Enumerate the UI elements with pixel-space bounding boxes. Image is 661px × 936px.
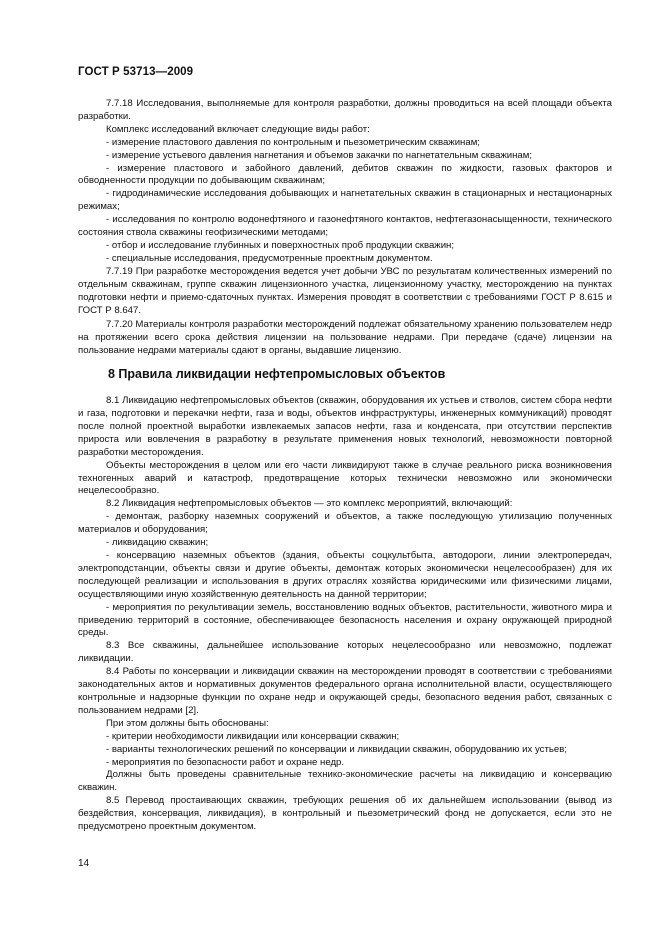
list-item: - мероприятия по рекультивации земель, восстановлению водных объектов, растительности, животного мира и приведению территорий в состояние, обеспечивающее безопасность населения и охрану окружающей природной среды.	[78, 601, 612, 639]
list-item: - исследования по контролю водонефтяного и газонефтяного контактов, нефтегазонасыщенности, технического состояния ствола скважины геофизическими методами;	[78, 214, 612, 239]
list-item: - консервацию наземных объектов (здания, объекты соцкультбыта, автодороги, линии электропередач, электроподстанции, объекты связи и другие объекты, демонтаж которых экономически нецелесообразен) для их последующей реализации и использования в других отраслях хозяйства юридическими или физическими лицами, осуществляющими иную хозяйственную деятельность на данной территории;	[78, 550, 612, 600]
list-item: - варианты технологических решений по консервации и ликвидации скважин, оборудованию их устьев;	[106, 743, 567, 755]
list-item: - критерии необходимости ликвидации или консервации скважин;	[106, 730, 400, 742]
list-item: - измерение пластового и забойного давлений, дебитов скважин по жидкости, газовых факторов и обводненности продукции по добывающим скважинам;	[78, 162, 612, 187]
paragraph-economic-calc: Должны быть проведены сравнительные технико-экономические расчеты на ликвидацию и консервацию скважин.	[78, 769, 612, 794]
paragraph-8-2: 8.2 Ликвидация нефтепромысловых объектов — это комплекс мероприятий, включающий:	[106, 498, 513, 510]
list-item: - специальные исследования, предусмотренные проектным документом.	[106, 252, 433, 264]
section-8-heading: 8 Правила ликвидации нефтепромысловых объектов	[108, 367, 446, 382]
paragraph-7-7-20: 7.7.20 Материалы контроля разработки месторождений подлежат обязательному хранению пользователем недр на протяжении всего срока действия лицензии на пользование недрами. При передаче (сдаче) лицензии на пользование недрами материалы сдают в органы, выдавшие лицензию.	[78, 319, 612, 357]
paragraph-8-5: 8.5 Перевод простаивающих скважин, требующих решения об их дальнейшем использовании (вывод из бездействия, консервация, ликвидация), в контрольный и пьезометрический фонд не допускается, если это не предусмотрено проектным документом.	[78, 795, 612, 833]
standard-code-header: ГОСТ Р 53713—2009	[78, 66, 194, 78]
list-item: - демонтаж, разборку наземных сооружений и объектов, а также последующую утилизацию полученных материалов и оборудования;	[78, 511, 612, 536]
research-complex-intro: Комплекс исследований включает следующие виды работ:	[106, 123, 370, 135]
paragraph-8-4: 8.4 Работы по консервации и ликвидации скважин на месторождении проводят в соответствии с требованиями законодательных актов и нормативных документов федерального органа исполнительной власти, осуществляющего контрольные и надзорные функции по охране недр и окружающей среды, безопасного ведения работ, связанных с пользованием недрами [2].	[78, 666, 612, 716]
list-item: - измерение пластового давления по контрольным и пьезометрическим скважинам;	[106, 136, 480, 148]
paragraph-8-1: 8.1 Ликвидацию нефтепромысловых объектов (скважин, оборудования их устьев и стволов, систем сбора нефти и газа, подготовки и перекачки нефти, газа и воды, объектов инфраструктуры, инженерных коммуникаций) проводят после полной проектной выработки извлекаемых запасов нефти, газа и конденсата, при отсутствии перспектив прироста или вовлечения в разработку в результате применения новых технологий, невозможности повторной разработки месторождения.	[78, 395, 612, 458]
document-body	[78, 98, 612, 834]
paragraph-7-7-18: 7.7.18 Исследования, выполняемые для контроля разработки, должны проводиться на всей площади объекта разработки.	[78, 98, 612, 122]
list-item: - гидродинамические исследования добывающих и нагнетательных скважин в стационарных и нестационарных режимах;	[78, 188, 612, 213]
paragraph-8-3: 8.3 Все скважины, дальнейшее использование которых нецелесообразно или невозможно, подлежат ликвидации.	[78, 640, 612, 665]
list-item: - измерение устьевого давления нагнетания и объемов закачки по нагнетательным скважинам;	[106, 149, 533, 161]
list-item: - ликвидацию скважин;	[106, 537, 209, 549]
list-item: - мероприятия по безопасности работ и охране недр.	[106, 756, 345, 768]
paragraph-7-7-19: 7.7.19 При разработке месторождения ведется учет добычи УВС по результатам количественных измерений по отдельным скважинам, группе скважин лицензионного участка, лицензионному участку, месторождению на пунктах подготовки нефти и приемо-сдаточных пунктах. Измерения проводят в соответствии с требованиями ГОСТ Р 8.615 и ГОСТ Р 8.647.	[78, 265, 612, 316]
page-number: 14	[78, 858, 90, 869]
list-item: - отбор и исследование глубинных и поверхностных проб продукции скважин;	[106, 239, 455, 251]
justification-intro: При этом должны быть обоснованы:	[106, 717, 269, 729]
paragraph-objects-liquidation: Объекты месторождения в целом или его части ликвидируют также в случае реального риска возникновения техногенных аварий и катастроф, предотвращение которых технически невозможно или экономически нецелесообразно.	[78, 459, 612, 497]
